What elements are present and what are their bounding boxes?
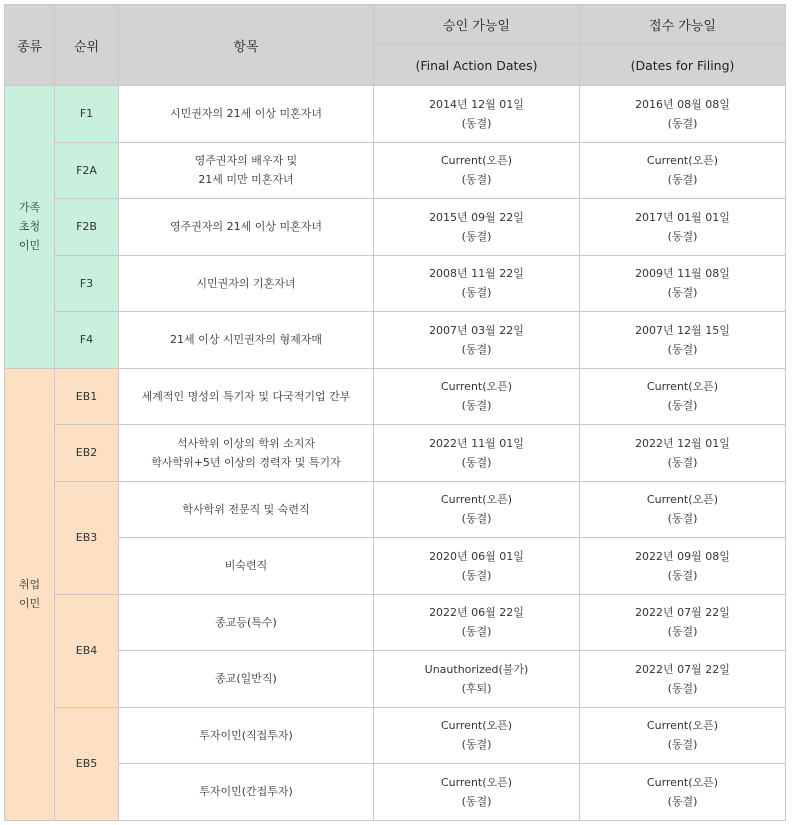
header-category: 종류 (5, 5, 55, 86)
header-approval-date-en: (Final Action Dates) (374, 45, 580, 86)
filing-cell: Current(오픈) (동결) (580, 764, 786, 821)
table-row (5, 538, 786, 595)
item-cell: 영주권자의 21세 이상 미혼자녀 (119, 199, 374, 256)
rank-cell: F4 (55, 312, 119, 369)
table-row (5, 312, 786, 369)
item-cell: 영주권자의 배우자 및 21세 미만 미혼자녀 (119, 142, 374, 199)
filing-cell: 2022년 07월 22일 (동결) (580, 651, 786, 708)
category-family-line: 초청 (18, 220, 41, 234)
rank-cell: EB5 (55, 707, 119, 820)
category-family (5, 86, 55, 369)
approval-cell: 2007년 03월 22일 (동결) (374, 312, 580, 369)
item-cell: 시민권자의 21세 이상 미혼자녀 (119, 86, 374, 143)
filing-cell: 2009년 11월 08일 (동결) (580, 255, 786, 312)
table-row (5, 425, 786, 482)
filing-cell: 2017년 01월 01일 (동결) (580, 199, 786, 256)
approval-cell: 2022년 06월 22일 (동결) (374, 594, 580, 651)
table-row (5, 481, 786, 538)
approval-cell: 2022년 11월 01일 (동결) (374, 425, 580, 482)
approval-cell: 2020년 06월 01일 (동결) (374, 538, 580, 595)
filing-cell: 2007년 12월 15일 (동결) (580, 312, 786, 369)
approval-cell: Current(오픈) (동결) (374, 707, 580, 764)
item-cell: 투자이민(직접투자) (119, 707, 374, 764)
approval-cell: Current(오픈) (동결) (374, 368, 580, 425)
filing-cell: Current(오픈) (동결) (580, 142, 786, 199)
header-filing-date-en: (Dates for Filing) (580, 45, 786, 86)
category-employment-line: 이민 (18, 597, 41, 610)
table-row (5, 86, 786, 143)
category-employment-line: 취업 (18, 578, 41, 591)
approval-cell: Current(오픈) (동결) (374, 764, 580, 821)
table-row (5, 594, 786, 651)
item-cell: 종교(일반직) (119, 651, 374, 708)
table-row (5, 368, 786, 425)
rank-cell: F3 (55, 255, 119, 312)
rank-cell: F2B (55, 199, 119, 256)
item-cell: 21세 이상 시민권자의 형제자매 (119, 312, 374, 369)
filing-cell: 2022년 12월 01일 (동결) (580, 425, 786, 482)
table-row (5, 651, 786, 708)
rank-cell: EB1 (55, 368, 119, 425)
table-row (5, 764, 786, 821)
item-cell: 시민권자의 기혼자녀 (119, 255, 374, 312)
item-cell: 학사학위 전문직 및 숙련직 (119, 481, 374, 538)
rank-cell: F1 (55, 86, 119, 143)
header-filing-date: 접수 가능일 (580, 5, 786, 45)
item-cell: 종교등(특수) (119, 594, 374, 651)
approval-cell: Current(오픈) (동결) (374, 481, 580, 538)
visa-bulletin-table (4, 4, 786, 821)
header-approval-date: 승인 가능일 (374, 5, 580, 45)
category-employment (5, 368, 55, 820)
item-cell: 석사학위 이상의 학위 소지자 학사학위+5년 이상의 경력자 및 특기자 (119, 425, 374, 482)
approval-cell: 2008년 11월 22일 (동결) (374, 255, 580, 312)
filing-cell: Current(오픈) (동결) (580, 707, 786, 764)
approval-cell: Current(오픈) (동결) (374, 142, 580, 199)
rank-cell: EB4 (55, 594, 119, 707)
category-family-line: 이민 (18, 239, 41, 253)
approval-cell: Unauthorized(불가) (후퇴) (374, 651, 580, 708)
filing-cell: 2022년 07월 22일 (동결) (580, 594, 786, 651)
filing-cell: 2016년 08월 08일 (동결) (580, 86, 786, 143)
table-row (5, 707, 786, 764)
approval-cell: 2015년 09월 22일 (동결) (374, 199, 580, 256)
rank-cell: EB3 (55, 481, 119, 594)
header-row (5, 5, 786, 45)
item-cell: 투자이민(간접투자) (119, 764, 374, 821)
filing-cell: Current(오픈) (동결) (580, 368, 786, 425)
header-item: 항목 (119, 5, 374, 86)
filing-cell: 2022년 09월 08일 (동결) (580, 538, 786, 595)
filing-cell: Current(오픈) (동결) (580, 481, 786, 538)
header-rank: 순위 (55, 5, 119, 86)
rank-cell: F2A (55, 142, 119, 199)
approval-cell: 2014년 12월 01일 (동결) (374, 86, 580, 143)
item-cell: 세계적인 명성의 특기자 및 다국적기업 간부 (119, 368, 374, 425)
table-row (5, 142, 786, 199)
table-row (5, 255, 786, 312)
category-family-line: 가족 (18, 201, 41, 215)
table-row (5, 199, 786, 256)
rank-cell: EB2 (55, 425, 119, 482)
item-cell: 비숙련직 (119, 538, 374, 595)
